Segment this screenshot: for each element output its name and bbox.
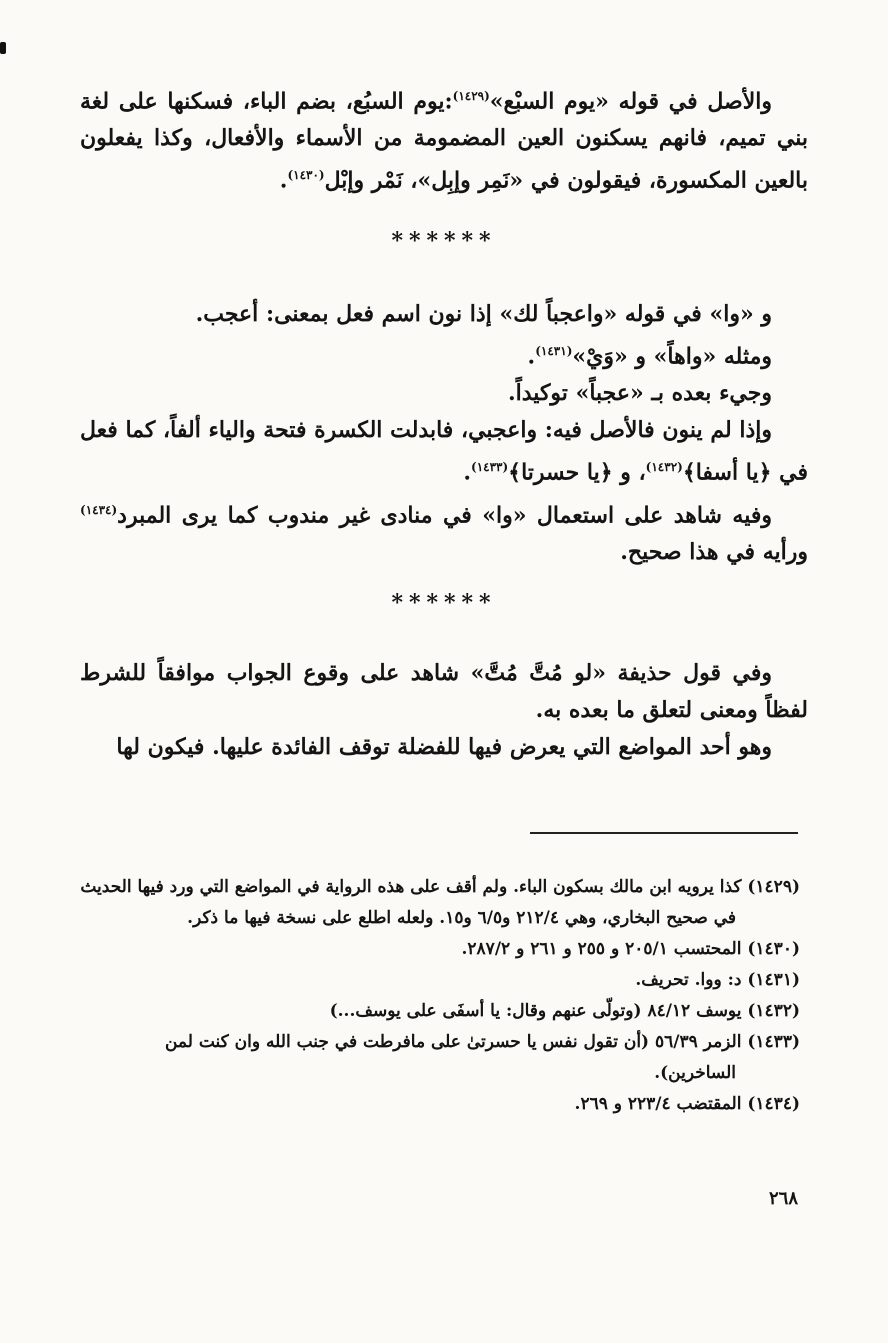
section-1 (80, 78, 808, 200)
scan-mark (0, 42, 6, 54)
line-1: و «وا» في قوله «واعجباً لك» إذا نون اسم فعل بمعنى: أعجب. (195, 301, 772, 327)
line-text: ، و ﴿يا حسرتا﴾ (508, 459, 646, 486)
paragraph-text: :يوم السبُع، بضم الباء، فسكنها على لغة بني تميم، فانهم يسكنون العين المضمومة من الأسماء والأفعال، وكذا يفعلون بالعين المكسورة، فيقولون في «نَمِر وإبِل»، نَمْر وإبْل (80, 88, 808, 194)
footnote-ref[interactable]: (١٤٣٢) (645, 460, 683, 475)
line-text: ومثله «واهاً» و «وَيْ» (572, 343, 772, 370)
footnote-1430: (١٤٣٠) المحتسب ٢٠٥/١ و ٢٥٥ و ٢٦١ و ٢٨٧/٢. (461, 939, 800, 959)
footnote-1431: (١٤٣١) د: ووا. تحريف. (635, 970, 800, 990)
section-2 (80, 296, 808, 571)
line-text: ورأيه في هذا صحيح. (620, 538, 808, 565)
section-3 (80, 655, 808, 766)
paragraph-text: والأصل في قوله «يوم السبْع» (489, 88, 772, 115)
footnote-1429: (١٤٢٩) كذا يرويه ابن مالك بسكون الباء. ولم أقف على هذه الرواية في المواضع التي ورد فيها الحديث في صحيح البخاري، وهي ٢١٢/٤ و٦/٥ و١٥. ولعله اطلع على نسخة فيها ما ذكر. (80, 877, 800, 928)
paragraph-1 (80, 78, 808, 200)
section-separator: ****** (391, 590, 497, 616)
line-text: . (463, 459, 472, 486)
line-3: وجيء بعده بـ «عجباً» توكيداً. (507, 380, 772, 407)
footnote-ref[interactable]: (١٤٣٤) (80, 502, 118, 517)
section-separator: ****** (391, 228, 497, 254)
page-number: ٢٦٨ (768, 1188, 798, 1209)
paragraph-text: . (279, 167, 288, 194)
footnote-ref[interactable]: (١٤٣١) (535, 344, 573, 358)
footnote-divider (530, 832, 798, 834)
line-2 (80, 333, 808, 375)
paragraph-2: وهو أحد المواضع التي يعرض فيها للفضلة توقف الفائدة عليها. فيكون لها (116, 734, 772, 760)
footnotes (80, 872, 800, 1120)
footnote-1433: (١٤٣٣) الزمر ٥٦/٣٩ (أن تقول نفس يا حسرتىٰ على مافرطت في جنب الله وان كنت لمن الساخرين). (164, 1032, 800, 1083)
footnote-1432: (١٤٣٢) يوسف ٨٤/١٢ (وتولّى عنهم وقال: يا أسفَى على يوسف...) (329, 1001, 800, 1021)
line-text: وإذا لم ينون فالأصل فيه: واعجبي، فابدلت الكسرة فتحة والياء ألفاً، كما فعل في ﴿يا أسفا﴾ (80, 417, 808, 486)
footnote-ref[interactable]: (١٤٣٠) (287, 168, 325, 183)
footnote-1434: (١٤٣٤) المقتضب ٢٢٣/٤ و ٢٦٩. (574, 1094, 800, 1114)
line-5 (80, 492, 808, 571)
line-4 (80, 412, 808, 491)
line-text: . (527, 343, 536, 370)
line-text: وفيه شاهد على استعمال «وا» في منادى غير مندوب كما يرى المبرد (117, 501, 772, 528)
footnote-ref[interactable]: (١٤٣٣) (471, 460, 509, 475)
footnote-ref[interactable]: (١٤٢٩) (452, 89, 490, 103)
paragraph-1: وفي قول حذيفة «لو مُتَّ مُتَّ» شاهد على وقوع الجواب موافقاً للشرط لفظاً ومعنى لتعلق ما بعده به. (80, 660, 808, 723)
